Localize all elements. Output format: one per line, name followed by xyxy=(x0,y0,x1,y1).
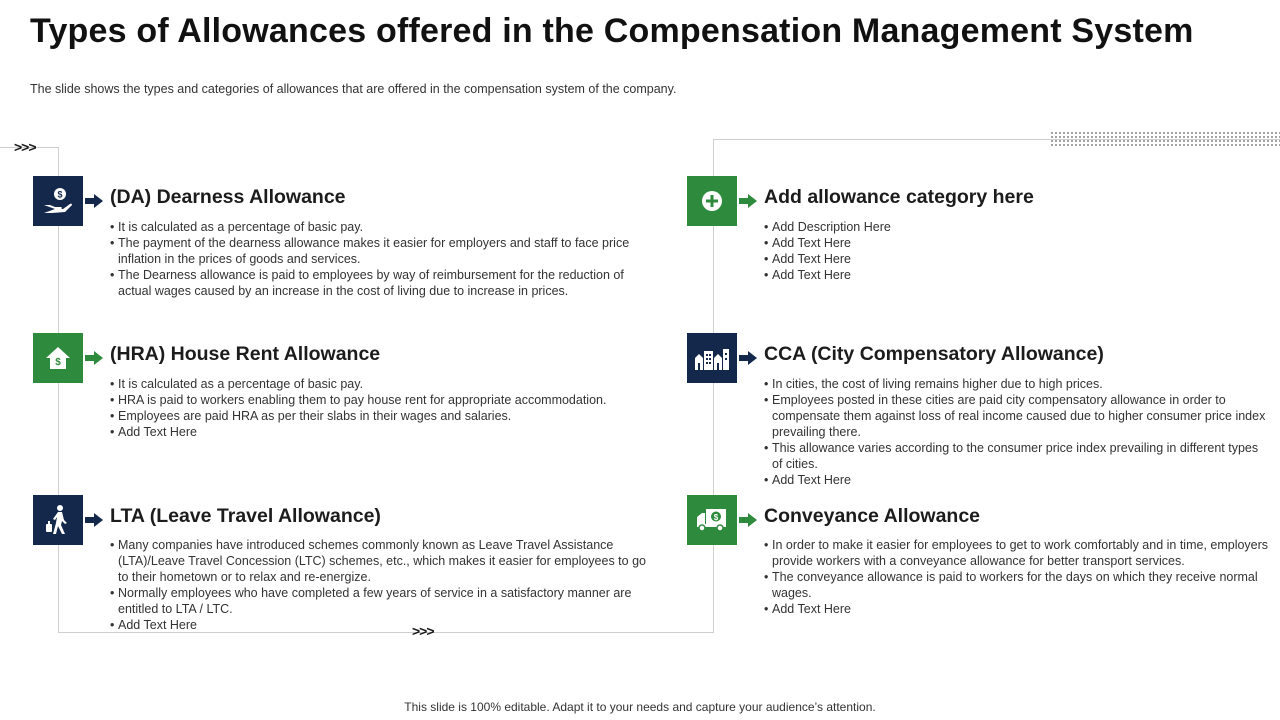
list-item: • This allowance varies according to the consumer price index prevailing in different types of cities. xyxy=(764,440,1269,472)
card-conveyance-bullets xyxy=(764,537,1269,617)
card-da-bullets xyxy=(110,219,650,299)
card-add-heading: Add allowance category here xyxy=(764,186,1034,208)
plus-circle-icon xyxy=(700,189,724,213)
list-item: • Add Text Here xyxy=(110,424,650,440)
list-item: • In order to make it easier for employees to get to work comfortably and in time, employers provide workers with a conveyance allowance for better transport services. xyxy=(764,537,1269,569)
list-item: • Add Text Here xyxy=(764,472,1269,488)
card-lta-heading: LTA (Leave Travel Allowance) xyxy=(110,505,381,527)
house-dollar-icon xyxy=(44,344,72,372)
list-item: • The conveyance allowance is paid to workers for the days on which they receive normal wages. xyxy=(764,569,1269,601)
card-lta-arrow-icon xyxy=(85,513,103,527)
chevrons-top-left: >>> xyxy=(14,139,36,155)
list-item: • Add Text Here xyxy=(764,601,1269,617)
page-subtitle: The slide shows the types and categories of allowances that are offered in the compensation system of the company. xyxy=(30,82,677,96)
list-item: • Add Text Here xyxy=(764,235,1269,251)
list-item: • Add Description Here xyxy=(764,219,1269,235)
list-item: • The Dearness allowance is paid to employees by way of reimbursement for the reduction of actual wages caused by an increase in the cost of living due to increase in prices. xyxy=(110,267,650,299)
hand-money-icon xyxy=(42,185,74,217)
list-item: • Add Text Here xyxy=(110,617,650,633)
card-conveyance-icon-box xyxy=(687,495,737,545)
city-buildings-icon xyxy=(694,346,730,370)
svg-text:$: $ xyxy=(713,513,719,522)
list-item: • Employees are paid HRA as per their slabs in their wages and salaries. xyxy=(110,408,650,424)
dotted-pattern xyxy=(1050,131,1280,148)
list-item: • Employees posted in these cities are paid city compensatory allowance in order to compensate them against loss of real income caused due to higher consumer price index prevailing there. xyxy=(764,392,1269,440)
card-hra-bullets xyxy=(110,376,650,440)
card-add-bullets xyxy=(764,219,1269,283)
list-item: • Add Text Here xyxy=(764,251,1269,267)
card-cca-heading: CCA (City Compensatory Allowance) xyxy=(764,343,1104,365)
card-da-icon-box xyxy=(33,176,83,226)
svg-text:$: $ xyxy=(57,189,63,200)
list-item: • HRA is paid to workers enabling them to pay house rent for appropriate accommodation. xyxy=(110,392,650,408)
card-cca-icon-box xyxy=(687,333,737,383)
card-conveyance-arrow-icon xyxy=(739,513,757,527)
card-lta-bullets xyxy=(110,537,650,633)
card-da-arrow-icon xyxy=(85,194,103,208)
card-da-heading: (DA) Dearness Allowance xyxy=(110,186,346,208)
list-item: • Normally employees who have completed a few years of service in a satisfactory manner are entitled to LTA / LTC. xyxy=(110,585,650,617)
list-item: • Add Text Here xyxy=(764,267,1269,283)
truck-money-icon xyxy=(695,507,729,533)
list-item: • In cities, the cost of living remains higher due to high prices. xyxy=(764,376,1269,392)
card-cca-arrow-icon xyxy=(739,351,757,365)
page-title: Types of Allowances offered in the Compensation Management System xyxy=(30,12,1194,50)
card-hra-icon-box xyxy=(33,333,83,383)
card-lta-icon-box xyxy=(33,495,83,545)
card-cca-bullets xyxy=(764,376,1269,488)
card-add-arrow-icon xyxy=(739,194,757,208)
card-hra-heading: (HRA) House Rent Allowance xyxy=(110,343,381,365)
traveler-icon xyxy=(43,504,73,536)
list-item: • It is calculated as a percentage of basic pay. xyxy=(110,376,650,392)
card-hra-arrow-icon xyxy=(85,351,103,365)
footer-note: This slide is 100% editable. Adapt it to your needs and capture your audience’s attention. xyxy=(404,700,876,714)
list-item: • The payment of the dearness allowance makes it easier for employers and staff to face price inflation in the prices of goods and services. xyxy=(110,235,650,267)
chevrons-bottom: >>> xyxy=(412,623,434,639)
card-add-icon-box xyxy=(687,176,737,226)
card-conveyance-heading: Conveyance Allowance xyxy=(764,505,981,527)
list-item: • Many companies have introduced schemes commonly known as Leave Travel Assistance (LTA)/Leave Travel Concession (LTC) schemes, etc., which makes it easier for employees to go to their hometown or to relax and re-energize. xyxy=(110,537,650,585)
svg-text:$: $ xyxy=(55,357,61,368)
list-item: • It is calculated as a percentage of basic pay. xyxy=(110,219,650,235)
